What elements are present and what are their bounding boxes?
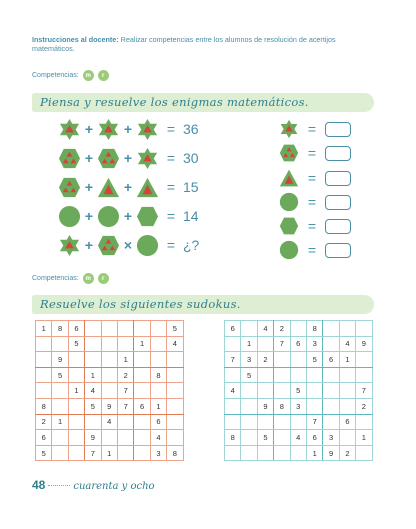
operator: + [123,121,133,137]
sudoku-cell[interactable] [323,398,339,414]
dotted-divider [48,485,70,486]
sudoku-cell[interactable] [68,430,84,446]
sudoku-cell[interactable] [306,398,322,414]
sudoku-cell: 2 [274,321,290,337]
page-number: 48 [32,478,46,492]
sudoku-row [225,336,373,352]
sudoku-cell[interactable] [356,367,372,383]
equation-row [58,118,213,140]
answer-row [279,119,351,139]
sudoku-cell: 6 [323,352,339,368]
competencias-label: Competencias: [32,275,79,282]
sudoku-cell: 6 [225,321,241,337]
sudoku-row [36,414,184,430]
hexagon-dots-icon [58,147,81,170]
sudoku-cell[interactable] [167,430,183,446]
sudoku-cell[interactable] [339,321,355,337]
instructions-label: Instrucciones al docente: [32,35,119,44]
sudoku-cell: 3 [290,398,306,414]
sudoku-cell: 7 [274,336,290,352]
sudoku-row [225,398,373,414]
answer-row [279,240,351,260]
sudoku-cell[interactable] [150,383,166,399]
sudoku-cell: 8 [167,445,183,461]
sudoku-cell[interactable] [290,352,306,368]
sudoku-cell[interactable] [36,336,52,352]
answer-row [279,168,351,188]
sudoku-cell[interactable] [68,367,84,383]
sudoku-cell: 6 [134,398,150,414]
sudoku-row [225,430,373,446]
sudoku-cell[interactable] [101,352,117,368]
sudoku-cell: 1 [150,398,166,414]
sudoku-cell[interactable] [52,383,68,399]
sudoku-cell[interactable] [68,398,84,414]
sudoku-cell[interactable] [306,367,322,383]
sudoku-cell[interactable] [117,321,133,337]
sudoku-cell: 8 [225,430,241,446]
sudoku-cell[interactable] [101,430,117,446]
sudoku-row [36,398,184,414]
equals-sign: = [307,121,317,137]
sudoku-cell: 2 [257,352,273,368]
sudoku-cell: 5 [306,352,322,368]
sudoku-cell[interactable] [356,445,372,461]
answer-row [279,216,351,236]
star-icon [58,118,81,141]
sudoku-grid-1 [35,320,184,461]
sudoku-cell[interactable] [306,383,322,399]
sudoku-cell[interactable] [241,321,257,337]
sudoku-cell[interactable] [290,367,306,383]
sudoku-cell: 6 [36,430,52,446]
hexagon-dots-icon [58,176,81,199]
sudoku-cell: 1 [117,352,133,368]
sudoku-cell[interactable] [225,414,241,430]
sudoku-cell[interactable] [323,383,339,399]
sudoku-cell: 7 [85,445,101,461]
operator: + [84,121,94,137]
sudoku-cell[interactable] [85,321,101,337]
sudoku-cell[interactable] [274,367,290,383]
operator: + [84,237,94,253]
sudoku-cell[interactable] [117,430,133,446]
sudoku-cell[interactable] [117,414,133,430]
sudoku-cell[interactable] [101,336,117,352]
sudoku-cell: 9 [85,430,101,446]
sudoku-cell: 4 [167,336,183,352]
answer-box[interactable] [325,122,351,137]
sudoku-cell: 3 [323,430,339,446]
triangle-icon [136,176,159,199]
circle-icon [136,234,159,257]
sudoku-cell[interactable] [356,414,372,430]
sudoku-cell[interactable] [68,352,84,368]
sudoku-cell[interactable] [52,398,68,414]
sudoku-cell: 1 [339,352,355,368]
sudoku-cell: 4 [101,414,117,430]
sudoku-cell: 8 [36,398,52,414]
sudoku-cell: 8 [150,367,166,383]
sudoku-cell: 6 [306,430,322,446]
sudoku-cell[interactable] [36,367,52,383]
equation-result: 15 [183,179,199,195]
sudoku-cell: 6 [150,414,166,430]
competencias-2 [32,273,109,284]
sudoku-cell[interactable] [323,336,339,352]
sudoku-row [225,414,373,430]
sudoku-cell[interactable] [225,398,241,414]
sudoku-cell[interactable] [36,383,52,399]
equals-sign: = [307,145,317,161]
equals-sign: = [166,208,176,224]
page-footer [32,478,155,492]
sudoku-row [36,383,184,399]
circle-icon [97,205,120,228]
sudoku-cell: 7 [225,352,241,368]
page-number-words: cuarenta y ocho [73,481,155,492]
sudoku-row [36,321,184,337]
hexagon-icon [136,205,159,228]
sudoku-cell: 6 [68,321,84,337]
sudoku-cell: 1 [241,336,257,352]
sudoku-cell: 1 [85,367,101,383]
triangle-icon [97,176,120,199]
sudoku-cell: 1 [101,445,117,461]
section-title-sudokus: Resuelve los siguientes sudokus. [32,295,374,314]
sudoku-cell[interactable] [167,398,183,414]
operator: + [123,208,133,224]
sudoku-cell[interactable] [134,383,150,399]
answer-box[interactable] [325,171,351,186]
sudoku-cell[interactable] [241,398,257,414]
sudoku-row [225,321,373,337]
star-icon [136,147,159,170]
sudoku-cell[interactable] [101,367,117,383]
sudoku-cell: 9 [356,336,372,352]
competency-badge: r [98,273,109,284]
equals-sign: = [166,237,176,253]
equation-row [58,234,213,256]
sudoku-cell[interactable] [241,383,257,399]
star-icon [136,118,159,141]
answer-box[interactable] [325,243,351,258]
equals-sign: = [307,170,317,186]
sudoku-cell: 1 [52,414,68,430]
sudoku-row [36,336,184,352]
teacher-instructions [32,35,352,53]
operator: + [123,150,133,166]
sudoku-cell[interactable] [225,367,241,383]
sudoku-cell: 5 [52,367,68,383]
sudoku-cell[interactable] [134,414,150,430]
equals-sign: = [166,150,176,166]
sudoku-row [225,367,373,383]
sudoku-cell[interactable] [52,430,68,446]
sudoku-cell[interactable] [323,321,339,337]
sudoku-cell[interactable] [290,321,306,337]
sudoku-cell[interactable] [241,430,257,446]
sudoku-cell[interactable] [167,414,183,430]
sudoku-cell: 6 [290,336,306,352]
sudoku-cell[interactable] [356,321,372,337]
sudoku-cell: 2 [339,445,355,461]
sudoku-cell[interactable] [150,336,166,352]
sudoku-cell[interactable] [339,430,355,446]
equals-sign: = [166,121,176,137]
sudoku-cell[interactable] [339,383,355,399]
sudoku-cell[interactable] [257,414,273,430]
star-icon [279,119,299,139]
sudoku-cell[interactable] [274,352,290,368]
star-icon [97,118,120,141]
answer-box[interactable] [325,146,351,161]
equals-sign: = [166,179,176,195]
competencias-label: Competencias: [32,72,79,79]
sudoku-cell: 2 [356,398,372,414]
sudoku-cell[interactable] [134,321,150,337]
sudoku-cell[interactable] [257,445,273,461]
sudoku-row [36,445,184,461]
sudoku-cell: 9 [101,398,117,414]
sudoku-cell: 1 [306,445,322,461]
equation-row [58,147,213,169]
sudoku-cell[interactable] [241,414,257,430]
sudoku-cell[interactable] [68,445,84,461]
operator: × [123,237,133,253]
triangle-icon [279,168,299,188]
star-icon [58,234,81,257]
sudoku-cell[interactable] [101,321,117,337]
circle-icon [58,205,81,228]
sudoku-cell[interactable] [167,383,183,399]
sudoku-cell[interactable] [167,367,183,383]
sudoku-cell: 1 [356,430,372,446]
sudoku-cell: 8 [306,321,322,337]
sudoku-cell: 2 [36,414,52,430]
sudoku-cell: 8 [274,398,290,414]
equation-row [58,205,213,227]
sudoku-cell: 4 [290,430,306,446]
sudoku-cell[interactable] [323,367,339,383]
sudoku-cell: 5 [167,321,183,337]
sudoku-cell[interactable] [85,336,101,352]
sudoku-cell: 1 [36,321,52,337]
sudoku-cell[interactable] [225,445,241,461]
sudoku-cell: 1 [134,336,150,352]
sudoku-cell[interactable] [52,336,68,352]
sudoku-row [36,367,184,383]
sudoku-cell[interactable] [68,414,84,430]
operator: + [84,208,94,224]
sudoku-cell[interactable] [339,367,355,383]
sudoku-cell[interactable] [241,445,257,461]
sudoku-cell[interactable] [339,398,355,414]
sudoku-cell[interactable] [290,445,306,461]
sudoku-cell[interactable] [85,352,101,368]
sudoku-row [225,445,373,461]
sudoku-cell: 4 [85,383,101,399]
sudoku-cell: 4 [150,430,166,446]
sudoku-cell[interactable] [274,445,290,461]
sudoku-row [225,383,373,399]
answer-box[interactable] [325,219,351,234]
answer-row [279,143,351,163]
competency-badge: m [83,273,94,284]
sudoku-cell: 5 [257,430,273,446]
equals-sign: = [307,194,317,210]
sudoku-cell: 3 [241,352,257,368]
circle-icon [279,240,299,260]
sudoku-cell[interactable] [150,352,166,368]
operator: + [84,179,94,195]
sudoku-cell: 5 [241,367,257,383]
sudoku-cell: 5 [68,336,84,352]
sudoku-cell[interactable] [257,383,273,399]
sudoku-row [36,352,184,368]
sudoku-cell: 4 [225,383,241,399]
operator: + [123,179,133,195]
sudoku-cell: 3 [150,445,166,461]
sudoku-cell[interactable] [85,414,101,430]
answer-box[interactable] [325,195,351,210]
sudoku-cell: 7 [306,414,322,430]
hexagon-icon [279,216,299,236]
sudoku-cell[interactable] [101,383,117,399]
sudoku-cell: 6 [339,414,355,430]
hexagon-dots-icon [279,143,299,163]
sudoku-cell[interactable] [134,430,150,446]
sudoku-cell[interactable] [134,445,150,461]
sudoku-cell: 7 [117,383,133,399]
sudoku-cell: 4 [339,336,355,352]
sudoku-cell[interactable] [117,336,133,352]
hexagon-dots-icon [97,234,120,257]
sudoku-cell[interactable] [257,367,273,383]
equals-sign: = [307,242,317,258]
sudoku-cell[interactable] [134,367,150,383]
sudoku-cell[interactable] [274,383,290,399]
sudoku-cell: 5 [85,398,101,414]
sudoku-grid-2 [224,320,373,461]
sudoku-cell[interactable] [257,336,273,352]
sudoku-cell[interactable] [150,321,166,337]
equation-result: ¿? [183,237,200,253]
sudoku-cell[interactable] [167,352,183,368]
sudoku-cell: 7 [117,398,133,414]
sudoku-cell: 4 [257,321,273,337]
sudoku-cell[interactable] [117,445,133,461]
sudoku-cell[interactable] [36,352,52,368]
competency-badge: r [98,70,109,81]
sudoku-cell[interactable] [52,445,68,461]
sudoku-cell: 9 [323,445,339,461]
sudoku-cell: 8 [52,321,68,337]
equation-row [58,176,213,198]
equation-result: 14 [183,208,199,224]
sudoku-cell: 5 [36,445,52,461]
sudoku-cell[interactable] [225,336,241,352]
sudoku-cell: 7 [356,383,372,399]
sudoku-cell: 1 [68,383,84,399]
sudoku-row [225,352,373,368]
sudoku-cell[interactable] [134,352,150,368]
equals-sign: = [307,218,317,234]
instructions-text: Realizar competencias entre los alumnos de resolución de acertijos matemáticos. [32,35,336,53]
equation-result: 30 [183,150,199,166]
sudoku-cell: 9 [257,398,273,414]
sudoku-cell: 3 [306,336,322,352]
sudoku-cell[interactable] [323,414,339,430]
sudoku-cell: 2 [117,367,133,383]
competency-badge: m [83,70,94,81]
answer-row [279,192,351,212]
sudoku-cell[interactable] [274,414,290,430]
sudoku-cell[interactable] [274,430,290,446]
equation-result: 36 [183,121,199,137]
sudoku-row [36,430,184,446]
hexagon-dots-icon [97,147,120,170]
operator: + [84,150,94,166]
sudoku-cell[interactable] [290,414,306,430]
sudoku-cell: 5 [290,383,306,399]
sudoku-cell: 9 [52,352,68,368]
section-title-enigmas: Piensa y resuelve los enigmas matemáticos. [32,93,374,112]
circle-icon [279,192,299,212]
competencias-1 [32,70,109,81]
sudoku-cell[interactable] [356,352,372,368]
